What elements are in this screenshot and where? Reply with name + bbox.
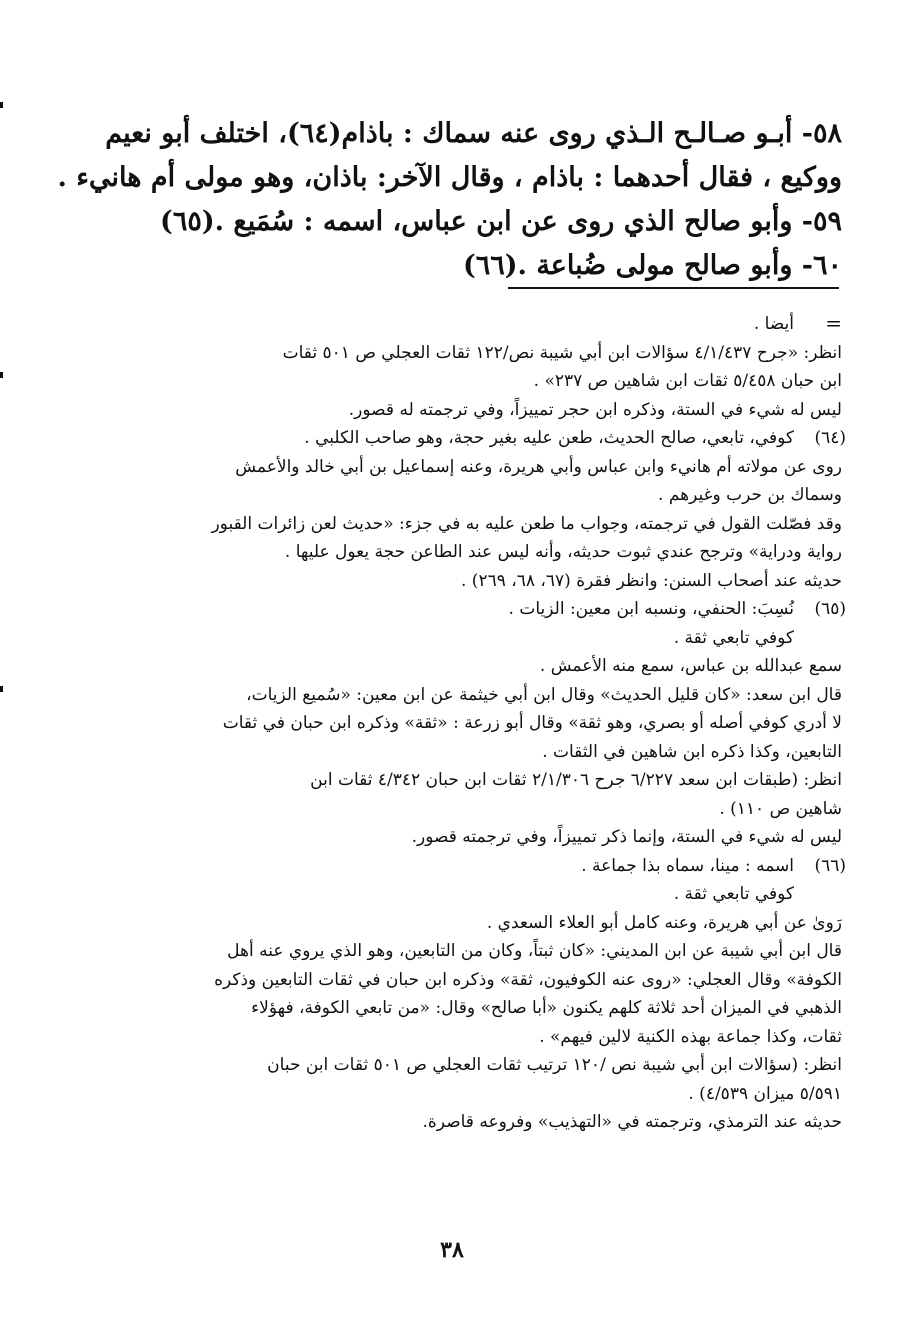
- footnote-line: وقد فصّلت القول في ترجمته، وجواب ما طعن عليه به في جزء: «حديث لعن زائرات القبور: [211, 513, 842, 534]
- footnote-line: الذهبي في الميزان أحد ثلاثة كلهم يكنون «أبا صالح» وقال: «من تابعي الكوفة، فهؤلاء: [251, 998, 842, 1018]
- continuation-symbol: =: [825, 311, 842, 335]
- footnote-number: (٦٤): [814, 428, 846, 448]
- scan-mark: [0, 102, 3, 108]
- entry-line: ٦٠- وأبو صالح مولى ضُباعة .(٦٦): [462, 250, 842, 281]
- footnote-line: روى عن مولاته أم هانيء وابن عباس وأبي هريرة، وعنه إسماعيل بن أبي خالد والأعمش: [235, 456, 842, 477]
- footnote-line: انظر: (طبقات ابن سعد ٦/٢٢٧ جرح ٢/١/٣٠٦ ثقات ابن حبان ٤/٣٤٢ ثقات ابن: [310, 770, 842, 790]
- footnote-line: انظر: (سؤالات ابن أبي شيبة نص /١٢٠ ترتيب ثقات العجلي ص ٥٠١ ثقات ابن حبان: [267, 1055, 842, 1075]
- footnote-line: ابن حبان ٥/٤٥٨ ثقات ابن شاهين ص ٢٣٧» .: [533, 371, 842, 391]
- footnote-line: أيضا .: [753, 314, 794, 334]
- entry-line: ووكيع ، فقال أحدهما : باذام ، وقال الآخر: باذان، وهو مولى أم هانيء .: [57, 162, 842, 193]
- footnote-line: ليس له شيء في الستة، وذكره ابن حجر تمييزاً، وفي ترجمته له قصور.: [348, 399, 842, 420]
- footnote-line: شاهين ص ١١٠) .: [719, 798, 842, 819]
- footnote-number: (٦٥): [814, 599, 846, 619]
- footnote-continuation: [110, 310, 842, 424]
- scan-mark: [0, 686, 3, 692]
- page-number: ٣٨: [440, 1237, 464, 1263]
- footnote-line: قال ابن سعد: «كان قليل الحديث» وقال ابن أبي خيثمة عن ابن معين: «سُميع الزيات،: [246, 684, 842, 705]
- footnote-line: كوفي تابعي ثقة .: [673, 884, 794, 904]
- footnote-line: ليس له شيء في الستة، وإنما ذكر تمييزاً، وفي ترجمته قصور.: [411, 827, 842, 847]
- footnote-line: وسماك بن حرب وغيرهم .: [658, 485, 842, 505]
- footnote-line: التابعين، وكذا ذكره ابن شاهين في الثقات .: [542, 741, 842, 762]
- footnote-line: سمع عبدالله بن عباس، سمع منه الأعمش .: [539, 656, 842, 676]
- footnote-65: [110, 595, 846, 852]
- footnote-separator: [508, 287, 839, 289]
- footnotes: [110, 310, 846, 1137]
- footnote-line: رواية ودراية» وترجح عندي ثبوت حديثه، وأنه ليس عند الطاعن حجة يعول عليها .: [284, 542, 842, 562]
- main-text: [57, 112, 842, 288]
- entry-line: ٥٩- وأبو صالح الذي روى عن ابن عباس، اسمه : سُمَيع .(٦٥): [160, 206, 842, 237]
- footnote-line: لا أدري كوفي أصله أو بصري، وهو ثقة» وقال أبو زرعة : «ثقة» وذكره ابن حبان في ثقات: [222, 713, 842, 733]
- footnote-line: ٥/٥٩١ ميزان ٤/٥٣٩) .: [688, 1083, 842, 1104]
- entry-line: ٥٨- أبـو صـالـح الـذي روى عنه سماك : باذام(٦٤)، اختلف أبو نعيم: [105, 118, 842, 149]
- footnote-66: [110, 852, 846, 1137]
- footnote-number: (٦٦): [814, 855, 846, 876]
- footnote-line: حديثه عند أصحاب السنن: وانظر فقرة (٦٧، ٦٨، ٢٦٩) .: [460, 570, 842, 591]
- footnote-line: حديثه عند الترمذي، وترجمته في «التهذيب» وفروعه قاصرة.: [422, 1112, 842, 1132]
- footnote-line: اسمه : مينا، سماه بذا جماعة .: [581, 855, 794, 876]
- footnote-line: رَوىٰ عن أبي هريرة، وعنه كامل أبو العلاء السعدي .: [486, 912, 842, 933]
- footnote-64: [110, 424, 846, 595]
- footnote-line: كوفي، تابعي، صالح الحديث، طعن عليه بغير حجة، وهو صاحب الكلبي .: [304, 428, 794, 448]
- footnote-line: قال ابن أبي شيبة عن ابن المديني: «كان ثبتاً، وكان من التابعين، وهو الذي يروي عنه أهل: [227, 941, 842, 961]
- footnote-line: انظر: «جرح ٤/١/٤٣٧ سؤالات ابن أبي شيبة نص/١٢٢ ثقات العجلي ص ٥٠١ ثقات: [282, 342, 842, 363]
- footnote-line: ثقات، وكذا جماعة بهذه الكنية لالين فيهم» .: [539, 1026, 842, 1047]
- footnote-line: الكوفة» وقال العجلي: «روى عنه الكوفيون، ثقة» وذكره ابن حبان في ثقات التابعين وذكره: [214, 969, 842, 990]
- footnote-line: نُسِبَ: الحنفي، ونسبه ابن معين: الزيات .: [508, 599, 794, 619]
- footnote-line: كوفي تابعي ثقة .: [673, 627, 794, 648]
- scan-mark: [0, 372, 3, 378]
